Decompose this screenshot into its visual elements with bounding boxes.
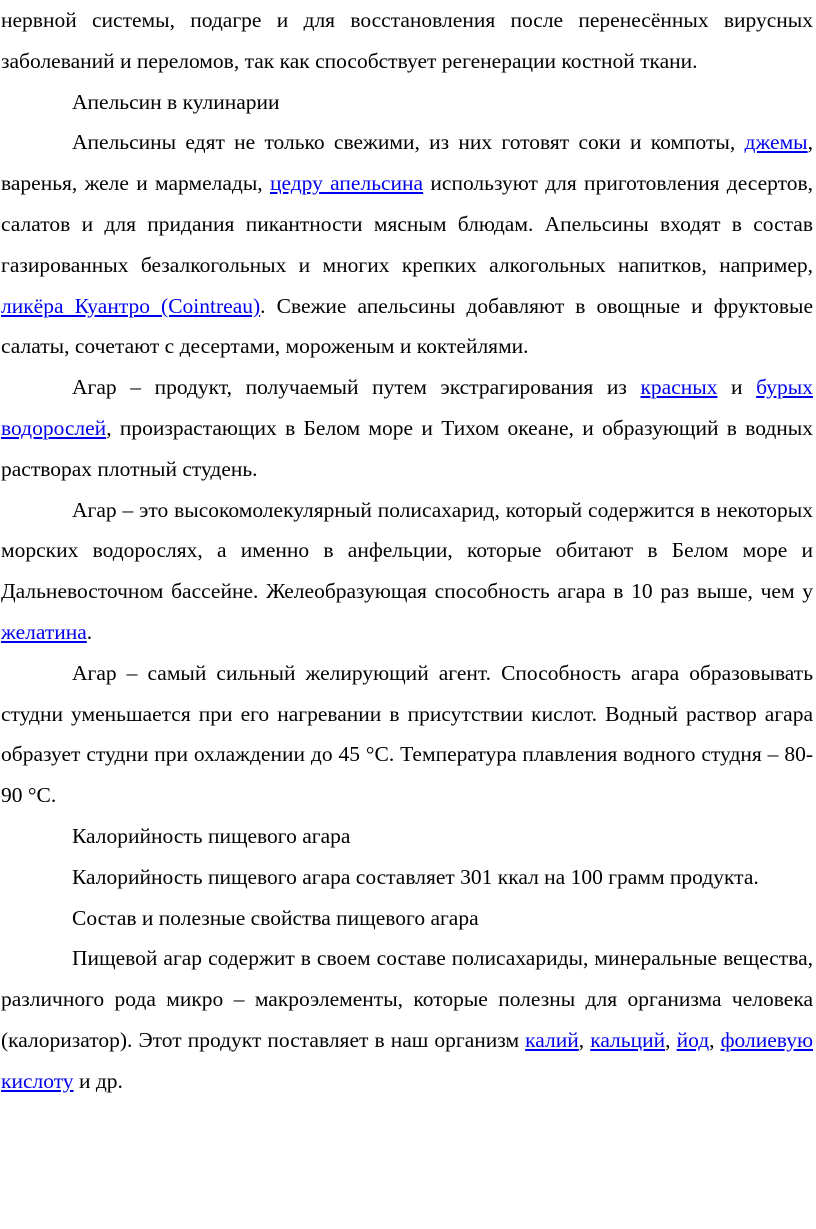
text-run: Калорийность пищевого агара составляет 301 ккал на 100 грамм продукта. <box>72 864 759 889</box>
text-run: нервной системы, подагре и для восстановления после перенесённых вирусных заболеваний и переломов, так как способствует регенерации костной ткани. <box>1 8 813 73</box>
text-run: , варенья, желе и мармелады, <box>1 130 813 196</box>
link-folic-acid[interactable]: фолиевую кислоту <box>1 1027 814 1093</box>
paragraph-orange-uses <box>1 122 813 367</box>
text-run: Пищевой агар содержит в своем составе полисахариды, минеральные вещества, различного рода микро – макроэлементы, которые полезны для организма человека (калоризатор). Этот продукт поставляет в наш организм <box>1 946 813 1052</box>
paragraph-continuation <box>1 0 813 82</box>
text-run: , <box>665 1027 677 1052</box>
text-run: Агар – самый сильный желирующий агент. Способность агара образовывать студни уменьшается при его нагревании в присутствии кислот. Водный раствор агара образует студни при охлаждении до 45 °С. Температура плавления водного студня – 80-90 °С. <box>1 660 813 808</box>
heading-agar-composition <box>1 898 813 939</box>
text-run: , произрастающих в Белом море и Тихом океане, и образующий в водных растворах плотный студень. <box>1 415 813 481</box>
link-calcium[interactable]: кальций <box>590 1027 666 1052</box>
link-red-algae[interactable]: красных <box>640 375 718 400</box>
paragraph-agar-composition <box>1 938 813 1101</box>
heading-agar-calories <box>1 816 813 857</box>
text-run: , <box>578 1027 591 1052</box>
paragraph-agar-definition <box>1 367 813 489</box>
text-run: Агар – это высокомолекулярный полисахарид, который содержится в некоторых морских водорослях, а именно в анфельции, которые обитают в Белом море и Дальневосточном бассейне. Желеобразующая способность агара в 10 раз выше, чем у <box>1 497 813 604</box>
text-run: Агар – продукт, получаемый путем экстрагирования из <box>72 375 641 400</box>
paragraph-agar-calories <box>1 857 813 898</box>
link-brown-algae[interactable]: бурых водорослей <box>1 375 813 440</box>
heading-text: Калорийность пищевого агара <box>72 823 351 848</box>
link-iodine[interactable]: йод <box>676 1027 710 1052</box>
link-gelatin[interactable]: желатина <box>1 619 87 644</box>
heading-orange-in-cooking <box>1 82 813 123</box>
link-cointreau[interactable]: ликёра Куантро (Cointreau) <box>1 293 261 318</box>
text-run: . Свежие апельсины добавляют в овощные и фруктовые салаты, сочетают с десертами, мороженым и коктейлями. <box>1 293 814 359</box>
text-run: , <box>709 1027 721 1052</box>
text-run: и др. <box>73 1068 123 1093</box>
link-jams[interactable]: джемы <box>744 130 808 155</box>
paragraph-agar-gelling <box>1 653 813 816</box>
link-potassium[interactable]: калий <box>525 1027 579 1052</box>
text-body <box>1 0 813 1102</box>
link-orange-zest[interactable]: цедру апельсина <box>269 171 424 196</box>
text-run: используют для приготовления десертов, салатов и для придания пикантности мясным блюдам. Апельсины входят в состав газированных безалкогольных и многих крепких алкогольных напитков, например, <box>1 171 813 277</box>
text-run: . <box>86 619 93 644</box>
text-run: Апельсины едят не только свежими, из них готовят соки и компоты, <box>72 130 745 155</box>
text-run: и <box>717 375 757 400</box>
heading-text: Апельсин в кулинарии <box>72 89 280 114</box>
paragraph-agar-polysaccharide <box>1 490 813 653</box>
heading-text: Состав и полезные свойства пищевого агара <box>72 905 479 930</box>
